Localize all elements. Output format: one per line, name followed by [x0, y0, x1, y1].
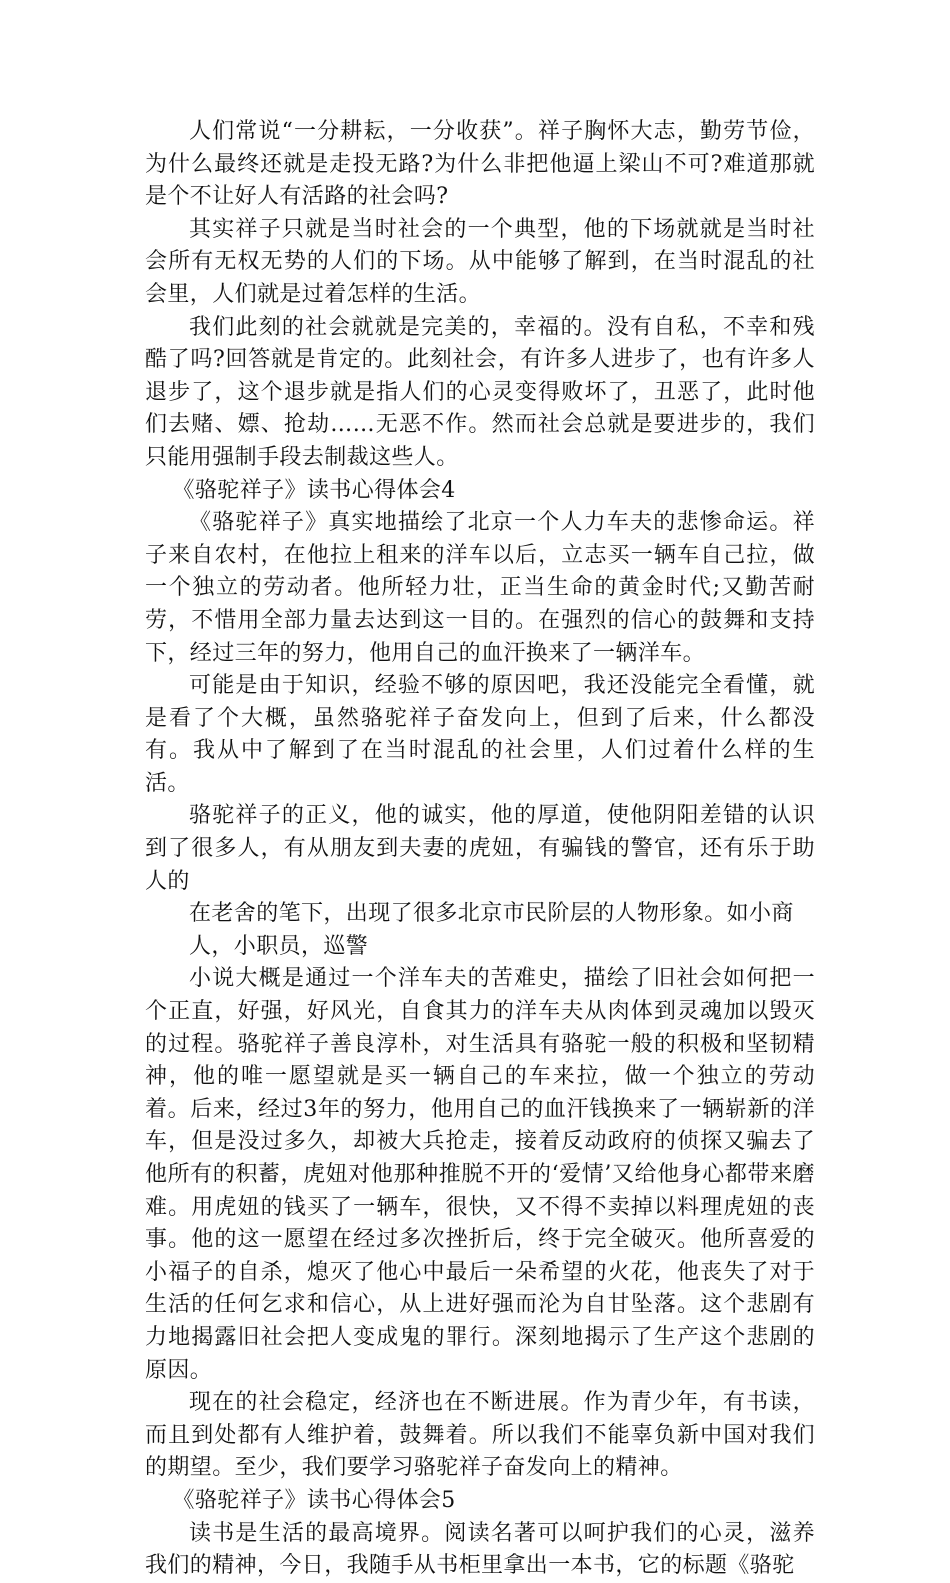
document-body: [145, 116, 815, 1583]
paragraph: 可能是由于知识，经验不够的原因吧，我还没能完全看懂，就是看了个大概，虽然骆驼祥子奋发向上，但到了后来，什么都没有。我从中了解到了在当时混乱的社会里，人们过着什么样的生活。: [145, 673, 815, 796]
section-heading: 《骆驼祥子》读书心得体会5: [172, 1487, 456, 1513]
paragraph: 骆驼祥子的正义，他的诚实，他的厚道，使他阴阳差错的认识到了很多人，有从朋友到夫妻的虎妞，有骗钱的警官，还有乐于助人的: [145, 803, 815, 894]
paragraph: 现在的社会稳定，经济也在不断进展。作为青少年，有书读，而且到处都有人维护着，鼓舞着。所以我们不能辜负新中国对我们的期望。至少，我们要学习骆驼祥子奋发向上的精神。: [145, 1390, 815, 1481]
paragraph: 《骆驼祥子》真实地描绘了北京一个人力车夫的悲惨命运。祥子来自农村，在他拉上租来的洋车以后，立志买一辆车自己拉，做一个独立的劳动者。他所轻力壮，正当生命的黄金时代;又勤苦耐劳，不惜用全部力量去达到这一目的。在强烈的信心的鼓舞和支持下，经过三年的努力，他用自己的血汗换来了一辆洋车。: [145, 510, 815, 666]
paragraph: 我们此刻的社会就就是完美的，幸福的。没有自私，不幸和残酷了吗?回答就是肯定的。此刻社会，有许多人进步了，也有许多人退步了，这个退步就是指人们的心灵变得败坏了，丑恶了，此时他们去赌、嫖、抢劫……无恶不作。然而社会总就是要进步的，我们只能用强制手段去制裁这些人。: [145, 314, 815, 470]
paragraph-fragment: 在老舍的笔下，出现了很多北京市民阶层的人物形象。如小商人，小职员，巡警: [189, 901, 794, 959]
paragraph: 读书是生活的最高境界。阅读名著可以呵护我们的心灵，滋养我们的精神，今日，我随手从书柜里拿出一本书，它的标题《骆驼: [145, 1520, 815, 1579]
paragraph: 其实祥子只就是当时社会的一个典型，他的下场就就是当时社会所有无权无势的人们的下场。从中能够了解到，在当时混乱的社会里，人们就是过着怎样的生活。: [145, 216, 815, 307]
paragraph: 小说大概是通过一个洋车夫的苦难史，描绘了旧社会如何把一个正直，好强，好风光，自食其力的洋车夫从肉体到灵魂加以毁灭的过程。骆驼祥子善良淳朴，对生活具有骆驼一般的积极和坚韧精神，他的唯一愿望就是买一辆自己的车来拉，做一个独立的劳动着。后来，经过3年的努力，他用自己的血汗钱换来了一辆崭新的洋车，但是没过多久，却被大兵抢走，接着反动政府的侦探又骗去了他所有的积蓄，虎妞对他那种推脱不开的‘爱情’又给他身心都带来磨难。用虎妞的钱买了一辆车，很快，又不得不卖掉以料理虎妞的丧事。他的这一愿望在经过多次挫折后，终于完全破灭。他所喜爱的小福子的自杀，熄灭了他心中最后一朵希望的火花，他丧失了对于生活的任何乞求和信心，从上进好强而沦为自甘坠落。这个悲剧有力地揭露旧社会把人变成鬼的罪行。深刻地揭示了生产这个悲剧的原因。: [145, 966, 815, 1383]
section-heading: 《骆驼祥子》读书心得体会4: [172, 477, 456, 503]
paragraph: 人们常说“一分耕耘，一分收获”。祥子胸怀大志，勤劳节俭，为什么最终还就是走投无路?为什么非把他逼上梁山不可?难道那就是个不让好人有活路的社会吗?: [145, 119, 815, 210]
